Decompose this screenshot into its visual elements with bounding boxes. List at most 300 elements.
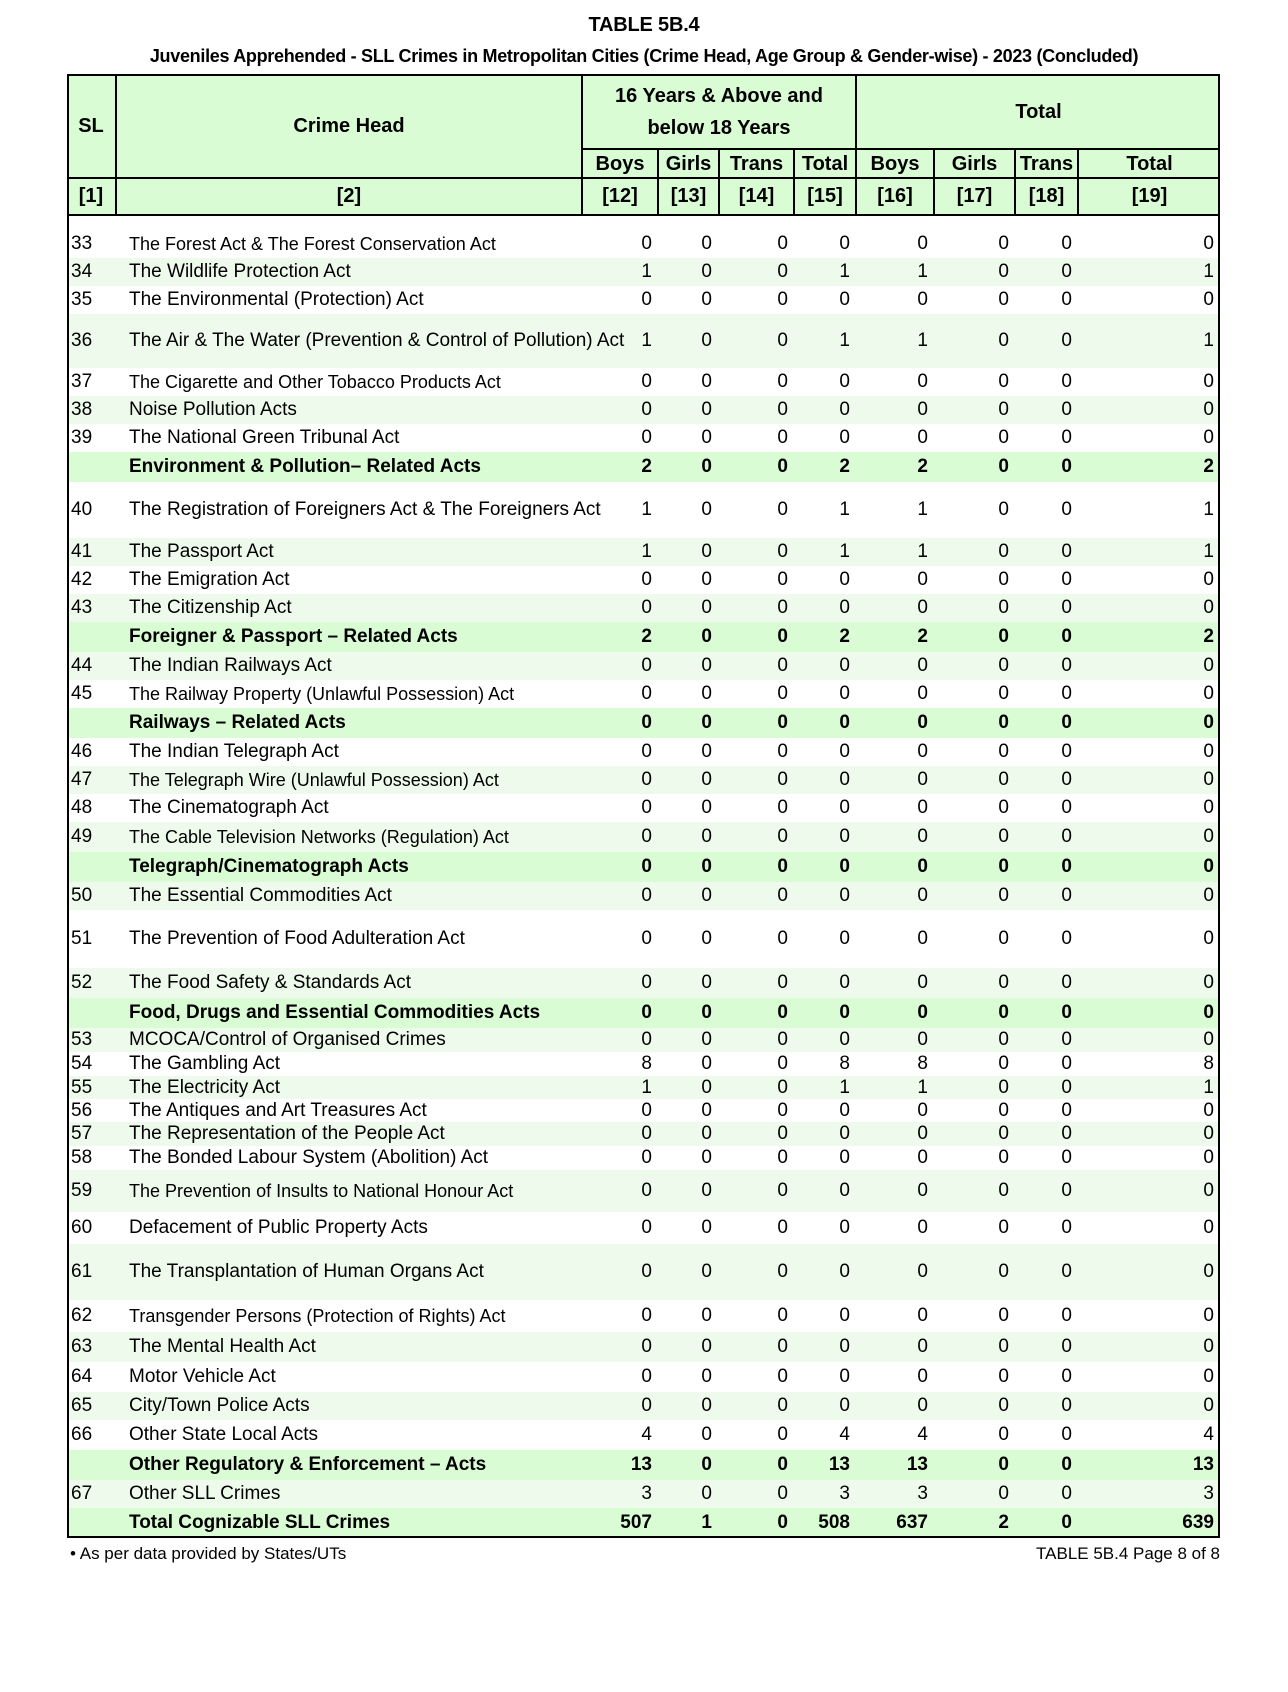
value-cell: 0 <box>701 769 712 790</box>
sl-cell: 41 <box>71 541 93 562</box>
value-cell: 2 <box>998 1512 1009 1533</box>
value-cell: 0 <box>917 1217 928 1238</box>
crime-head-cell: The Transplantation of Human Organs Act <box>129 1261 484 1282</box>
crime-head-cell: The Indian Telegraph Act <box>129 741 339 762</box>
value-cell: 0 <box>777 499 788 520</box>
value-cell: 0 <box>998 741 1009 762</box>
value-cell: 0 <box>1061 1454 1072 1475</box>
value-cell: 2 <box>839 456 850 477</box>
value-cell: 4 <box>839 1424 850 1445</box>
col-total-2: Total <box>1126 152 1173 175</box>
sl-cell: 48 <box>71 797 93 818</box>
value-cell: 0 <box>839 427 850 448</box>
value-cell: 2 <box>917 626 928 647</box>
value-cell: 0 <box>839 683 850 704</box>
value-cell: 0 <box>701 233 712 254</box>
sl-cell: 39 <box>71 427 93 448</box>
sl-cell: 56 <box>71 1099 93 1121</box>
col-group-16-18-header: 16 Years & Above and below 18 Years <box>583 74 857 149</box>
value-cell: 0 <box>777 1483 788 1504</box>
value-cell: 0 <box>641 856 652 877</box>
value-cell: 0 <box>1061 456 1072 477</box>
value-cell: 0 <box>701 826 712 847</box>
value-cell: 0 <box>641 399 652 420</box>
value-cell: 0 <box>998 330 1009 351</box>
value-cell: 0 <box>777 1261 788 1282</box>
crime-head-cell: The Citizenship Act <box>129 597 292 618</box>
value-cell: 0 <box>839 1002 850 1023</box>
value-cell: 0 <box>701 330 712 351</box>
value-cell: 0 <box>1061 1483 1072 1504</box>
value-cell: 4 <box>917 1424 928 1445</box>
value-cell: 0 <box>998 597 1009 618</box>
value-cell: 0 <box>701 541 712 562</box>
value-cell: 0 <box>1061 233 1072 254</box>
value-cell: 8 <box>641 1053 652 1074</box>
col-group-total-header: Total <box>1015 100 1062 123</box>
value-cell: 0 <box>777 1123 788 1144</box>
value-cell: 0 <box>998 1454 1009 1475</box>
value-cell: 13 <box>1192 1454 1214 1475</box>
value-cell: 0 <box>1203 972 1214 993</box>
value-cell: 0 <box>777 1180 788 1201</box>
value-cell: 0 <box>701 885 712 906</box>
value-cell: 508 <box>818 1512 850 1533</box>
value-cell: 0 <box>998 1305 1009 1326</box>
crime-head-cell: MCOCA/Control of Organised Crimes <box>129 1029 446 1050</box>
value-cell: 0 <box>917 856 928 877</box>
value-cell: 8 <box>1203 1053 1214 1074</box>
value-cell: 1 <box>641 541 652 562</box>
value-cell: 0 <box>641 371 652 392</box>
value-cell: 0 <box>998 1483 1009 1504</box>
crime-head-cell: Telegraph/Cinematograph Acts <box>129 856 409 877</box>
value-cell: 0 <box>777 371 788 392</box>
value-cell: 0 <box>1061 1261 1072 1282</box>
value-cell: 13 <box>828 1454 850 1475</box>
value-cell: 0 <box>998 928 1009 949</box>
value-cell: 0 <box>998 399 1009 420</box>
value-cell: 0 <box>641 1002 652 1023</box>
value-cell: 0 <box>1061 972 1072 993</box>
value-cell: 0 <box>1203 741 1214 762</box>
value-cell: 0 <box>701 741 712 762</box>
sl-cell: 36 <box>71 330 93 351</box>
value-cell: 0 <box>1203 1147 1214 1168</box>
value-cell: 0 <box>998 427 1009 448</box>
value-cell: 0 <box>839 399 850 420</box>
col-trans-2: Trans <box>1016 149 1079 178</box>
value-cell: 0 <box>917 371 928 392</box>
value-cell: 0 <box>998 1076 1009 1098</box>
value-cell: 0 <box>777 1053 788 1074</box>
value-cell: 1 <box>1203 330 1214 351</box>
value-cell: 0 <box>1203 856 1214 877</box>
sl-cell: 66 <box>71 1424 93 1445</box>
value-cell: 0 <box>701 1147 712 1168</box>
value-cell: 0 <box>777 856 788 877</box>
value-cell: 0 <box>1203 797 1214 818</box>
value-cell: 1 <box>917 330 928 351</box>
col-sl-header: SL <box>67 74 117 178</box>
crime-head-cell: Motor Vehicle Act <box>129 1366 276 1387</box>
value-cell: 0 <box>998 1123 1009 1144</box>
value-cell: 0 <box>1061 371 1072 392</box>
crime-head-cell: The Mental Health Act <box>129 1336 316 1357</box>
value-cell: 1 <box>1203 541 1214 562</box>
value-cell: 0 <box>1061 399 1072 420</box>
value-cell: 0 <box>777 1366 788 1387</box>
sl-cell: 61 <box>71 1261 93 1282</box>
value-cell: 0 <box>998 1147 1009 1168</box>
sl-cell: 49 <box>71 826 93 847</box>
value-cell: 0 <box>917 1029 928 1050</box>
value-cell: 0 <box>777 597 788 618</box>
value-cell: 0 <box>777 972 788 993</box>
value-cell: 0 <box>1061 712 1072 733</box>
value-cell: 0 <box>839 1261 850 1282</box>
value-cell: 0 <box>777 769 788 790</box>
crime-head-cell: The Registration of Foreigners Act & The Foreigners Act <box>129 499 601 520</box>
value-cell: 0 <box>1203 1123 1214 1144</box>
sl-cell: 35 <box>71 289 93 310</box>
value-cell: 0 <box>777 1029 788 1050</box>
value-cell: 0 <box>701 1424 712 1445</box>
crime-head-cell: Food, Drugs and Essential Commodities Acts <box>129 1002 541 1023</box>
value-cell: 0 <box>839 1217 850 1238</box>
crime-head-cell: The Passport Act <box>129 541 274 562</box>
crime-head-cell: The Cigarette and Other Tobacco Products Act <box>129 372 501 392</box>
value-cell: 0 <box>641 1123 652 1144</box>
value-cell: 2 <box>641 456 652 477</box>
crime-head-cell: Railways – Related Acts <box>129 712 346 733</box>
value-cell: 0 <box>777 1076 788 1098</box>
value-cell: 0 <box>839 856 850 877</box>
value-cell: 0 <box>1061 499 1072 520</box>
value-cell: 0 <box>701 1053 712 1074</box>
crime-head-cell: Foreigner & Passport – Related Acts <box>129 626 458 647</box>
col-trans-1: Trans <box>720 149 795 178</box>
value-cell: 0 <box>701 797 712 818</box>
sl-cell: 55 <box>71 1076 93 1098</box>
value-cell: 0 <box>998 261 1009 282</box>
col-girls-1: Girls <box>659 149 720 178</box>
value-cell: 0 <box>1203 1395 1214 1416</box>
value-cell: 0 <box>917 1395 928 1416</box>
value-cell: 0 <box>998 769 1009 790</box>
value-cell: 0 <box>998 1002 1009 1023</box>
sl-cell: 40 <box>71 499 93 520</box>
value-cell: 0 <box>1061 797 1072 818</box>
value-cell: 0 <box>641 769 652 790</box>
value-cell: 0 <box>917 1147 928 1168</box>
value-cell: 0 <box>998 1053 1009 1074</box>
value-cell: 0 <box>1203 371 1214 392</box>
value-cell: 2 <box>839 626 850 647</box>
value-cell: 0 <box>777 826 788 847</box>
value-cell: 0 <box>1061 427 1072 448</box>
value-cell: 0 <box>641 683 652 704</box>
value-cell: 0 <box>839 769 850 790</box>
value-cell: 0 <box>641 1366 652 1387</box>
value-cell: 0 <box>917 683 928 704</box>
col-index-17: [17] <box>935 178 1016 214</box>
value-cell: 0 <box>1061 1424 1072 1445</box>
crime-head-cell: The Cinematograph Act <box>129 797 329 818</box>
value-cell: 0 <box>917 597 928 618</box>
value-cell: 0 <box>998 499 1009 520</box>
table-subtitle: Juveniles Apprehended - SLL Crimes in Metropolitan Cities (Crime Head, Age Group & Gender-wise) - 2023 (Concluded) <box>149 46 1139 66</box>
value-cell: 0 <box>701 371 712 392</box>
value-cell: 0 <box>1061 541 1072 562</box>
value-cell: 0 <box>641 1029 652 1050</box>
crime-head-cell: The Emigration Act <box>129 569 290 590</box>
value-cell: 0 <box>998 371 1009 392</box>
crime-head-cell: The Air & The Water (Prevention & Control of Pollution) Act <box>129 330 625 351</box>
value-cell: 0 <box>1203 597 1214 618</box>
value-cell: 0 <box>998 683 1009 704</box>
sl-cell: 63 <box>71 1336 93 1357</box>
value-cell: 0 <box>701 1029 712 1050</box>
value-cell: 0 <box>777 626 788 647</box>
value-cell: 0 <box>641 1217 652 1238</box>
value-cell: 1 <box>641 499 652 520</box>
value-cell: 0 <box>998 1424 1009 1445</box>
value-cell: 0 <box>1061 1029 1072 1050</box>
value-cell: 0 <box>1061 626 1072 647</box>
value-cell: 0 <box>998 626 1009 647</box>
value-cell: 0 <box>1061 330 1072 351</box>
value-cell: 1 <box>839 261 850 282</box>
value-cell: 0 <box>701 1395 712 1416</box>
value-cell: 0 <box>917 826 928 847</box>
value-cell: 0 <box>1203 712 1214 733</box>
value-cell: 0 <box>1203 826 1214 847</box>
value-cell: 0 <box>777 683 788 704</box>
crime-head-cell: The Railway Property (Unlawful Possession) Act <box>129 684 515 704</box>
sl-cell: 52 <box>71 972 93 993</box>
value-cell: 0 <box>1061 683 1072 704</box>
sl-cell: 45 <box>71 683 93 704</box>
value-cell: 0 <box>1061 1336 1072 1357</box>
value-cell: 0 <box>839 972 850 993</box>
value-cell: 0 <box>917 427 928 448</box>
value-cell: 1 <box>917 261 928 282</box>
value-cell: 0 <box>1203 885 1214 906</box>
value-cell: 0 <box>998 289 1009 310</box>
value-cell: 0 <box>917 1002 928 1023</box>
value-cell: 0 <box>641 1336 652 1357</box>
value-cell: 0 <box>917 1123 928 1144</box>
value-cell: 0 <box>917 233 928 254</box>
value-cell: 0 <box>1203 1217 1214 1238</box>
value-cell: 0 <box>998 1261 1009 1282</box>
value-cell: 0 <box>998 797 1009 818</box>
value-cell: 0 <box>1061 1305 1072 1326</box>
value-cell: 0 <box>701 1002 712 1023</box>
value-cell: 2 <box>917 456 928 477</box>
sl-cell: 33 <box>71 233 93 254</box>
sl-cell: 54 <box>71 1053 93 1074</box>
value-cell: 0 <box>641 797 652 818</box>
value-cell: 0 <box>917 1336 928 1357</box>
value-cell: 0 <box>1061 1123 1072 1144</box>
value-cell: 0 <box>839 1123 850 1144</box>
value-cell: 0 <box>1203 1336 1214 1357</box>
value-cell: 8 <box>917 1053 928 1074</box>
value-cell: 0 <box>917 972 928 993</box>
value-cell: 0 <box>998 1217 1009 1238</box>
value-cell: 0 <box>998 826 1009 847</box>
crime-head-cell: Total Cognizable SLL Crimes <box>129 1512 391 1533</box>
value-cell: 0 <box>1203 1002 1214 1023</box>
sl-cell: 57 <box>71 1123 93 1144</box>
col-index-1: [1] <box>67 178 117 214</box>
value-cell: 0 <box>777 1147 788 1168</box>
crime-head-cell: The Essential Commodities Act <box>129 885 392 906</box>
value-cell: 0 <box>641 885 652 906</box>
value-cell: 0 <box>641 1099 652 1121</box>
value-cell: 0 <box>998 972 1009 993</box>
value-cell: 0 <box>701 597 712 618</box>
crime-head-cell: The National Green Tribunal Act <box>129 427 400 448</box>
value-cell: 0 <box>839 1366 850 1387</box>
value-cell: 0 <box>701 1180 712 1201</box>
value-cell: 1 <box>917 1076 928 1098</box>
value-cell: 0 <box>701 261 712 282</box>
value-cell: 0 <box>701 928 712 949</box>
value-cell: 0 <box>1061 741 1072 762</box>
value-cell: 0 <box>839 1029 850 1050</box>
value-cell: 0 <box>641 1261 652 1282</box>
value-cell: 1 <box>1203 499 1214 520</box>
value-cell: 0 <box>1061 769 1072 790</box>
value-cell: 0 <box>701 1076 712 1098</box>
crime-head-cell: The Cable Television Networks (Regulation) Act <box>129 827 509 847</box>
value-cell: 0 <box>777 1454 788 1475</box>
crime-head-cell: Transgender Persons (Protection of Rights) Act <box>129 1306 506 1326</box>
value-cell: 0 <box>641 826 652 847</box>
crime-head-cell: City/Town Police Acts <box>129 1395 310 1416</box>
value-cell: 1 <box>839 1076 850 1098</box>
value-cell: 0 <box>998 655 1009 676</box>
value-cell: 0 <box>777 712 788 733</box>
value-cell: 0 <box>1061 597 1072 618</box>
col-crime-head-header: Crime Head <box>117 74 583 178</box>
value-cell: 0 <box>701 289 712 310</box>
crime-head-cell: The Forest Act & The Forest Conservation Act <box>129 234 496 254</box>
value-cell: 0 <box>641 1147 652 1168</box>
value-cell: 0 <box>1203 1180 1214 1201</box>
value-cell: 0 <box>701 1454 712 1475</box>
table-title: TABLE 5B.4 <box>588 14 700 36</box>
col-index-18: [18] <box>1016 178 1079 214</box>
crime-head-cell: The Bonded Labour System (Abolition) Act <box>129 1147 489 1168</box>
value-cell: 0 <box>1061 1395 1072 1416</box>
crime-head-cell: The Indian Railways Act <box>129 655 332 676</box>
sl-cell: 62 <box>71 1305 93 1326</box>
value-cell: 0 <box>641 972 652 993</box>
value-cell: 0 <box>1203 233 1214 254</box>
crime-head-cell: The Representation of the People Act <box>129 1123 445 1144</box>
value-cell: 0 <box>998 456 1009 477</box>
value-cell: 0 <box>777 399 788 420</box>
value-cell: 0 <box>1061 1147 1072 1168</box>
value-cell: 0 <box>839 741 850 762</box>
value-cell: 0 <box>1061 885 1072 906</box>
value-cell: 1 <box>1203 1076 1214 1098</box>
value-cell: 0 <box>1203 289 1214 310</box>
value-cell: 4 <box>1203 1424 1214 1445</box>
value-cell: 1 <box>701 1512 712 1533</box>
value-cell: 0 <box>1203 1261 1214 1282</box>
sl-cell: 34 <box>71 261 93 282</box>
crime-head-cell: The Antiques and Art Treasures Act <box>129 1099 427 1121</box>
value-cell: 0 <box>641 569 652 590</box>
value-cell: 0 <box>777 1305 788 1326</box>
value-cell: 0 <box>701 655 712 676</box>
sl-cell: 59 <box>71 1180 93 1201</box>
value-cell: 0 <box>839 928 850 949</box>
value-cell: 1 <box>839 330 850 351</box>
value-cell: 0 <box>998 1366 1009 1387</box>
value-cell: 0 <box>777 1099 788 1121</box>
value-cell: 0 <box>1203 1366 1214 1387</box>
value-cell: 0 <box>641 1395 652 1416</box>
value-cell: 0 <box>839 597 850 618</box>
col-index-13: [13] <box>659 178 720 214</box>
value-cell: 0 <box>701 856 712 877</box>
crime-head-cell: The Electricity Act <box>129 1076 280 1098</box>
value-cell: 0 <box>641 655 652 676</box>
value-cell: 0 <box>777 928 788 949</box>
value-cell: 0 <box>1203 1305 1214 1326</box>
value-cell: 3 <box>917 1483 928 1504</box>
value-cell: 0 <box>1061 1099 1072 1121</box>
crime-head-cell: The Food Safety & Standards Act <box>129 972 411 993</box>
value-cell: 0 <box>701 1261 712 1282</box>
value-cell: 0 <box>701 427 712 448</box>
value-cell: 0 <box>839 712 850 733</box>
value-cell: 0 <box>777 427 788 448</box>
value-cell: 0 <box>998 1336 1009 1357</box>
value-cell: 0 <box>777 569 788 590</box>
value-cell: 0 <box>777 741 788 762</box>
value-cell: 0 <box>1061 289 1072 310</box>
value-cell: 0 <box>917 399 928 420</box>
value-cell: 0 <box>839 1099 850 1121</box>
value-cell: 0 <box>917 1180 928 1201</box>
value-cell: 0 <box>1061 1002 1072 1023</box>
value-cell: 13 <box>906 1454 928 1475</box>
value-cell: 0 <box>998 541 1009 562</box>
crime-head-cell: Noise Pollution Acts <box>129 399 297 420</box>
crime-head-cell: The Telegraph Wire (Unlawful Possession) Act <box>129 770 499 790</box>
col-boys-1: Boys <box>583 149 659 178</box>
sl-cell: 38 <box>71 399 93 420</box>
sl-cell: 43 <box>71 597 93 618</box>
value-cell: 0 <box>839 233 850 254</box>
value-cell: 0 <box>917 797 928 818</box>
value-cell: 507 <box>620 1512 652 1533</box>
value-cell: 0 <box>917 289 928 310</box>
value-cell: 0 <box>641 597 652 618</box>
sl-cell: 58 <box>71 1147 93 1168</box>
value-cell: 0 <box>839 1305 850 1326</box>
value-cell: 0 <box>1061 1076 1072 1098</box>
value-cell: 0 <box>998 1180 1009 1201</box>
value-cell: 0 <box>998 712 1009 733</box>
